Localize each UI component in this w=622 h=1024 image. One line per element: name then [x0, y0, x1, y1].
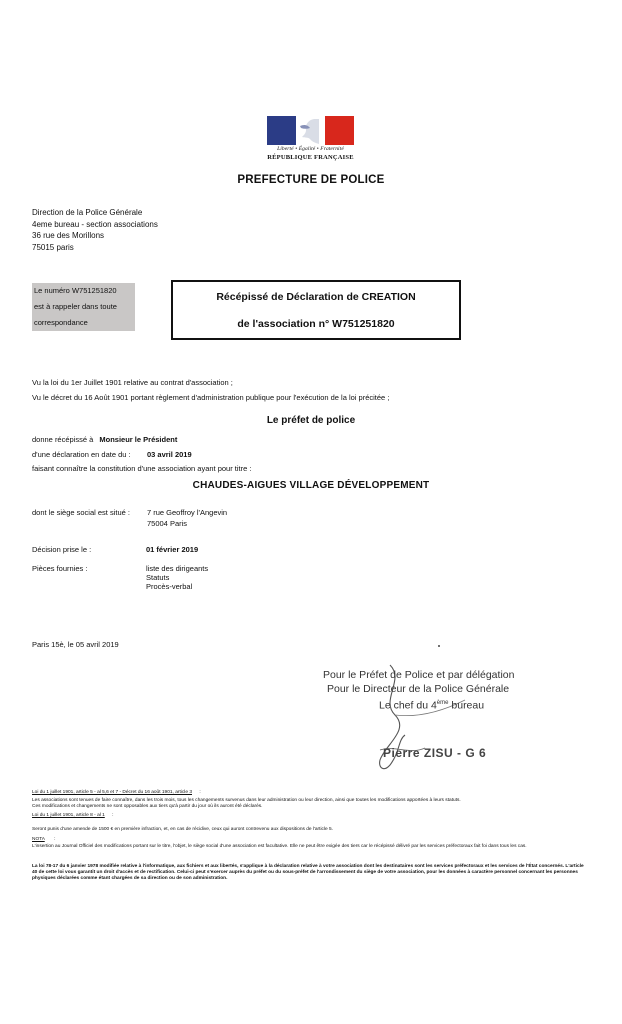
declaration-date: 03 avril 2019 [147, 450, 192, 459]
decision-label: Décision prise le : [32, 545, 92, 554]
declaration-label: d'une déclaration en date du : [32, 450, 131, 459]
flag-blue-band [267, 116, 296, 145]
seat-address-line1: 7 rue Geoffroy l'Angevin [147, 508, 228, 517]
reference-number-box [32, 283, 135, 331]
signatory-name: Pierre ZISU - G 6 [383, 746, 487, 760]
footer-ref-1-colon: : [199, 790, 201, 795]
prefet-heading: Le préfet de police [266, 415, 356, 426]
reference-line: Le numéro W751251820 [34, 286, 117, 295]
footer-nota-colon: : [54, 837, 56, 842]
footer-paragraph: L'insertion au Journal Officiel des modifications portant sur le titre, l'objet, le siège social d'une association est facultative. Elle ne peut être exigée des tiers car le récépissé délivré par les services préfectoraux fait foi dans tous les cas. [32, 844, 527, 849]
signature-line [379, 696, 514, 713]
declaration-row [32, 450, 131, 459]
footer-ref-1 [32, 790, 590, 796]
sender-address [32, 207, 158, 253]
republic-motto: Liberté • Égalité • Fraternité [277, 146, 344, 152]
association-number: de l'association n° W751251820 [237, 318, 395, 330]
address-line: 75015 paris [32, 242, 74, 252]
flag-white-band [296, 116, 325, 145]
marianne-logo [267, 116, 354, 168]
receipt-title: Récépissé de Déclaration de CREATION [216, 291, 416, 303]
footer-ref-2 [32, 813, 590, 819]
address-line: 4eme bureau - section associations [32, 219, 158, 229]
footer-ref-2-colon: : [112, 813, 114, 818]
marianne-profile-icon [296, 116, 325, 145]
republic-name: RÉPUBLIQUE FRANÇAISE [267, 154, 354, 161]
footer-nota [32, 837, 590, 843]
footer-paragraph: Ces modifications et changements ne sont opposables aux tiers qu'à partir du jour où ils auront été déclarés. [32, 804, 263, 809]
signature-line3-sup: ème [436, 700, 449, 706]
place-and-date: Paris 15è, le 05 avril 2019 [32, 640, 119, 649]
signature-line: Pour le Préfet de Police et par délégation [323, 669, 515, 681]
address-line: Direction de la Police Générale [32, 208, 143, 217]
footer-ref-1-text: Loi du 1 juillet 1901, article 5 - al 5,6 et 7 - Décret du 16 août 1901, article 3 [32, 790, 192, 795]
flag-red-band [325, 116, 354, 145]
footer-paragraph: Seront punis d'une amende de 1500 € en première infraction, et, en cas de récidive, ceux qui auront contrevenu aux dispositions de l'article 5. [32, 827, 334, 832]
seat-label: dont le siège social est situé : [32, 508, 130, 517]
reference-line: est à rappeler dans toute [34, 302, 117, 311]
legal-reference-law: Vu la loi du 1er Juillet 1901 relative au contrat d'association ; [32, 378, 233, 387]
footer-paragraph: Les associations sont tenues de faire connaître, dans les trois mois, tous les changements survenus dans leur administration ou leur direction, ainsi que toutes les modifications apportées à leurs statuts. [32, 798, 461, 803]
signature-line3-post: bureau [448, 699, 485, 712]
decision-date: 01 février 2019 [146, 545, 199, 554]
footer-paragraph: La loi 78-17 du 6 janvier 1978 modifiée relative à l'informatique, aux fichiers et aux libertés, s'applique à la déclaration relative à votre association dont les destinataires sont les services préfectoraux et les services de l'État concernés. L'article 40 de cette loi vous garantit un droit d'accès et de rectification. Celui-ci peut s'exercer auprès du préfet ou du sous-préfet de l'arrondissement du siège de votre association, pour les données à caractère personnel concernant les personnes physiques déclarées comme étant chargées de sa direction ou de son administration. [32, 864, 584, 881]
documents-list [146, 564, 208, 591]
receipt-title-box [171, 280, 461, 340]
association-name: CHAUDES-AIGUES VILLAGE DÉVELOPPEMENT [192, 480, 430, 491]
recipient-label: donne récépissé à [32, 435, 94, 444]
tricolor-flag [267, 116, 354, 145]
legal-reference-decree: Vu le décret du 16 Août 1901 portant règlement d'administration publique pour l'exécution de la loi précitée ; [32, 393, 390, 402]
document-item: Statuts [146, 573, 170, 582]
document-item: Procès-verbal [146, 582, 193, 591]
footer-nota-label: NOTA [32, 837, 45, 842]
prefecture-title: PREFECTURE DE POLICE [237, 174, 385, 186]
reference-line: correspondance [34, 318, 88, 327]
stray-mark [438, 645, 440, 647]
constitution-text: faisant connaître la constitution d'une association ayant pour titre : [32, 464, 252, 473]
document-item: liste des dirigeants [146, 564, 209, 573]
seat-address-line2: 75004 Paris [147, 519, 188, 528]
address-line: 36 rue des Morillons [32, 231, 105, 240]
signature-line: Pour le Directeur de la Police Générale [327, 683, 510, 695]
recipient-row [32, 435, 177, 444]
signature-delegation [323, 668, 514, 713]
recipient-value: Monsieur le Président [99, 435, 178, 444]
footer-ref-2-text: Loi du 1 juillet 1901, article 8 - al 1 [32, 813, 105, 818]
documents-label: Pièces fournies : [32, 564, 88, 573]
signature-line3-pre: Le chef du 4 [379, 699, 437, 712]
